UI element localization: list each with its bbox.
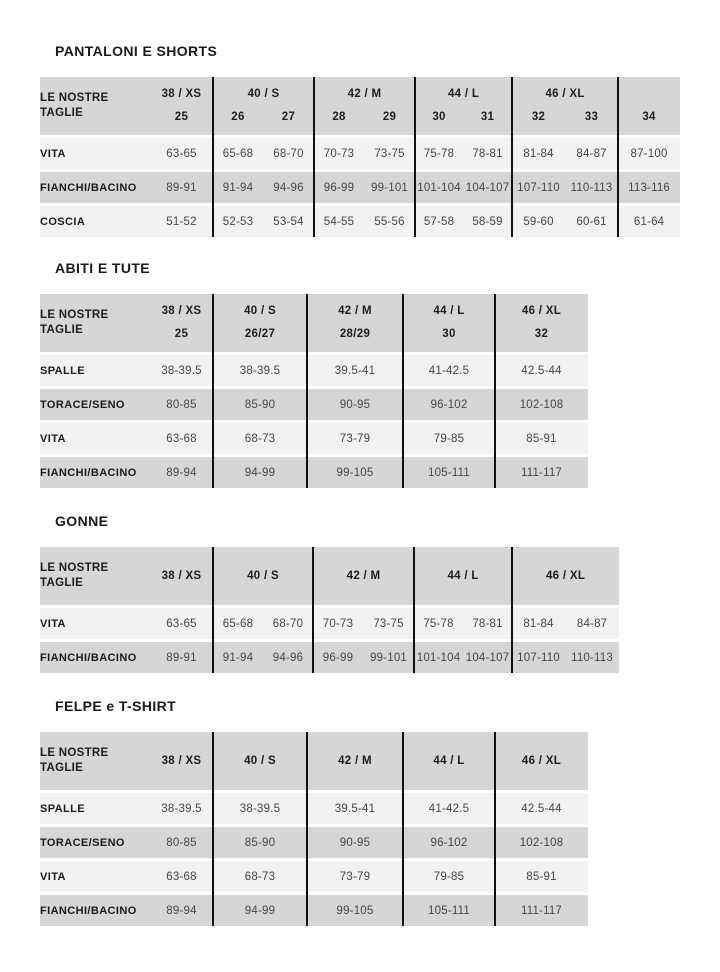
size-chart-table xyxy=(40,294,588,488)
measure-value-cell: 99-105 xyxy=(307,892,403,926)
size-number-header: 32 xyxy=(512,111,565,135)
size-group-header: 44 / L xyxy=(415,77,512,111)
measure-value-cell: 84-87 xyxy=(565,135,618,169)
measure-value-cell: 38-39.5 xyxy=(150,352,213,386)
measure-value-cell: 70-73 xyxy=(313,605,363,639)
measure-value-cell: 96-102 xyxy=(403,824,495,858)
measure-value-cell: 39.5-41 xyxy=(307,352,403,386)
measure-value-cell: 111-117 xyxy=(495,454,588,488)
measure-value-cell: 38-39.5 xyxy=(213,790,307,824)
size-group-header xyxy=(618,77,680,111)
measure-value-cell: 61-64 xyxy=(618,203,680,237)
measure-value-cell: 54-55 xyxy=(314,203,364,237)
size-group-header: 42 / M xyxy=(307,732,403,790)
section-abiti-e-tute xyxy=(40,261,720,488)
size-number-header: 25 xyxy=(150,328,213,352)
size-group-header: 44 / L xyxy=(403,732,495,790)
size-chart-table xyxy=(40,547,619,673)
measure-value-cell: 68-70 xyxy=(263,135,314,169)
size-table-gonne xyxy=(40,547,619,673)
size-chart-table xyxy=(40,77,680,237)
measure-label-cell: VITA xyxy=(40,605,150,639)
measure-value-cell: 89-94 xyxy=(150,892,213,926)
measure-label-cell: TORACE/SENO xyxy=(40,386,150,420)
measure-value-cell: 101-104 xyxy=(415,169,463,203)
table-row xyxy=(40,858,588,892)
measure-value-cell: 102-108 xyxy=(495,824,588,858)
column-divider-line xyxy=(402,732,404,926)
size-number-header: 31 xyxy=(463,111,512,135)
table-row xyxy=(40,135,680,169)
measure-value-cell: 63-68 xyxy=(150,858,213,892)
measure-value-cell: 42.5-44 xyxy=(495,790,588,824)
measure-value-cell: 79-85 xyxy=(403,858,495,892)
corner-label-cell: LE NOSTRE TAGLIE xyxy=(40,77,150,135)
size-group-header: 40 / S xyxy=(213,77,314,111)
measure-value-cell: 113-116 xyxy=(618,169,680,203)
corner-label-cell: LE NOSTRE TAGLIE xyxy=(40,732,150,790)
measure-value-cell: 94-96 xyxy=(263,639,313,673)
measure-label-cell: SPALLE xyxy=(40,352,150,386)
measure-value-cell: 51-52 xyxy=(150,203,213,237)
measure-value-cell: 96-99 xyxy=(313,639,363,673)
size-group-header: 42 / M xyxy=(307,294,403,328)
size-group-header: 44 / L xyxy=(403,294,495,328)
measure-value-cell: 105-111 xyxy=(403,892,495,926)
column-divider-line xyxy=(212,732,214,926)
column-divider-line xyxy=(494,294,496,488)
table-row xyxy=(40,454,588,488)
measure-label-cell: VITA xyxy=(40,135,150,169)
measure-value-cell: 81-84 xyxy=(512,135,565,169)
measure-label-cell: VITA xyxy=(40,858,150,892)
measure-value-cell: 60-61 xyxy=(565,203,618,237)
measure-label-cell: FIANCHI/BACINO xyxy=(40,169,150,203)
measure-value-cell: 99-105 xyxy=(307,454,403,488)
size-group-header: 38 / XS xyxy=(150,77,213,111)
size-number-header: 28/29 xyxy=(307,328,403,352)
measure-value-cell: 68-70 xyxy=(263,605,313,639)
table-row xyxy=(40,892,588,926)
column-divider-line xyxy=(511,547,513,673)
size-table-pantaloni-e-shorts xyxy=(40,77,680,237)
measure-value-cell: 65-68 xyxy=(213,605,263,639)
measure-value-cell: 111-117 xyxy=(495,892,588,926)
measure-value-cell: 102-108 xyxy=(495,386,588,420)
column-divider-line xyxy=(212,547,214,673)
measure-value-cell: 110-113 xyxy=(565,639,619,673)
column-divider-line xyxy=(494,732,496,926)
measure-value-cell: 91-94 xyxy=(213,169,263,203)
section-title-gonne: GONNE xyxy=(55,513,109,529)
measure-value-cell: 38-39.5 xyxy=(213,352,307,386)
measure-value-cell: 80-85 xyxy=(150,824,213,858)
size-group-header: 38 / XS xyxy=(150,547,213,605)
measure-value-cell: 94-96 xyxy=(263,169,314,203)
measure-value-cell: 101-104 xyxy=(414,639,463,673)
measure-value-cell: 52-53 xyxy=(213,203,263,237)
size-table-abiti-e-tute xyxy=(40,294,588,488)
measure-value-cell: 73-79 xyxy=(307,858,403,892)
measure-value-cell: 87-100 xyxy=(618,135,680,169)
measure-value-cell: 81-84 xyxy=(512,605,565,639)
column-divider-line xyxy=(414,77,416,237)
table-row xyxy=(40,386,588,420)
measure-value-cell: 73-79 xyxy=(307,420,403,454)
measure-value-cell: 85-91 xyxy=(495,858,588,892)
size-group-header: 46 / XL xyxy=(495,294,588,328)
size-number-header: 34 xyxy=(618,111,680,135)
size-table-felpe-e-t-shirt xyxy=(40,732,588,926)
measure-value-cell: 85-91 xyxy=(495,420,588,454)
measure-label-cell: FIANCHI/BACINO xyxy=(40,454,150,488)
measure-value-cell: 68-73 xyxy=(213,858,307,892)
table-row xyxy=(40,605,619,639)
column-divider-line xyxy=(617,77,619,237)
section-title-abiti-e-tute: ABITI E TUTE xyxy=(55,260,151,276)
measure-value-cell: 85-90 xyxy=(213,386,307,420)
measure-value-cell: 63-68 xyxy=(150,420,213,454)
section-title-pantaloni-e-shorts: PANTALONI E SHORTS xyxy=(55,43,218,59)
size-number-header: 27 xyxy=(263,111,314,135)
measure-value-cell: 107-110 xyxy=(512,639,565,673)
corner-label-cell: LE NOSTRE TAGLIE xyxy=(40,294,150,352)
measure-value-cell: 91-94 xyxy=(213,639,263,673)
section-felpe-e-t-shirt xyxy=(40,699,720,926)
measure-label-cell: TORACE/SENO xyxy=(40,824,150,858)
column-divider-line xyxy=(511,77,513,237)
measure-value-cell: 57-58 xyxy=(415,203,463,237)
measure-value-cell: 99-101 xyxy=(364,169,415,203)
measure-value-cell: 78-81 xyxy=(463,605,512,639)
corner-label-cell: LE NOSTRE TAGLIE xyxy=(40,547,150,605)
measure-value-cell: 89-91 xyxy=(150,639,213,673)
measure-value-cell: 104-107 xyxy=(463,169,512,203)
measure-value-cell: 96-99 xyxy=(314,169,364,203)
table-row xyxy=(40,824,588,858)
measure-value-cell: 78-81 xyxy=(463,135,512,169)
measure-value-cell: 53-54 xyxy=(263,203,314,237)
section-pantaloni-e-shorts xyxy=(40,44,720,237)
measure-value-cell: 73-75 xyxy=(364,135,415,169)
measure-value-cell: 84-87 xyxy=(565,605,619,639)
table-row xyxy=(40,203,680,237)
measure-value-cell: 105-111 xyxy=(403,454,495,488)
measure-value-cell: 110-113 xyxy=(565,169,618,203)
size-group-header: 46 / XL xyxy=(512,77,618,111)
size-number-header: 26/27 xyxy=(213,328,307,352)
measure-label-cell: FIANCHI/BACINO xyxy=(40,892,150,926)
size-number-header: 30 xyxy=(415,111,463,135)
size-chart-table xyxy=(40,732,588,926)
measure-value-cell: 73-75 xyxy=(363,605,414,639)
measure-value-cell: 59-60 xyxy=(512,203,565,237)
column-divider-line xyxy=(312,547,314,673)
column-divider-line xyxy=(306,732,308,926)
size-number-header: 32 xyxy=(495,328,588,352)
measure-label-cell: VITA xyxy=(40,420,150,454)
measure-value-cell: 39.5-41 xyxy=(307,790,403,824)
size-group-header: 42 / M xyxy=(313,547,414,605)
table-row xyxy=(40,420,588,454)
measure-value-cell: 63-65 xyxy=(150,605,213,639)
measure-value-cell: 79-85 xyxy=(403,420,495,454)
measure-value-cell: 96-102 xyxy=(403,386,495,420)
measure-value-cell: 55-56 xyxy=(364,203,415,237)
measure-value-cell: 38-39.5 xyxy=(150,790,213,824)
measure-value-cell: 85-90 xyxy=(213,824,307,858)
measure-value-cell: 41-42.5 xyxy=(403,790,495,824)
column-divider-line xyxy=(306,294,308,488)
size-group-header: 40 / S xyxy=(213,294,307,328)
table-row xyxy=(40,352,588,386)
measure-value-cell: 42.5-44 xyxy=(495,352,588,386)
measure-value-cell: 99-101 xyxy=(363,639,414,673)
size-group-header: 40 / S xyxy=(213,732,307,790)
measure-label-cell: SPALLE xyxy=(40,790,150,824)
size-number-header: 29 xyxy=(364,111,415,135)
size-number-header: 25 xyxy=(150,111,213,135)
size-number-header: 33 xyxy=(565,111,618,135)
section-gonne xyxy=(40,514,720,673)
measure-value-cell: 107-110 xyxy=(512,169,565,203)
measure-value-cell: 89-91 xyxy=(150,169,213,203)
size-group-header: 38 / XS xyxy=(150,732,213,790)
measure-value-cell: 41-42.5 xyxy=(403,352,495,386)
measure-value-cell: 70-73 xyxy=(314,135,364,169)
measure-value-cell: 90-95 xyxy=(307,824,403,858)
measure-value-cell: 80-85 xyxy=(150,386,213,420)
measure-value-cell: 68-73 xyxy=(213,420,307,454)
size-group-header: 44 / L xyxy=(414,547,512,605)
measure-value-cell: 75-78 xyxy=(414,605,463,639)
size-number-header: 30 xyxy=(403,328,495,352)
measure-value-cell: 89-94 xyxy=(150,454,213,488)
size-group-header: 42 / M xyxy=(314,77,415,111)
column-divider-line xyxy=(313,77,315,237)
size-number-header: 26 xyxy=(213,111,263,135)
measure-value-cell: 104-107 xyxy=(463,639,512,673)
size-group-header: 40 / S xyxy=(213,547,313,605)
table-row xyxy=(40,790,588,824)
column-divider-line xyxy=(413,547,415,673)
measure-value-cell: 94-99 xyxy=(213,892,307,926)
measure-value-cell: 58-59 xyxy=(463,203,512,237)
size-group-header: 38 / XS xyxy=(150,294,213,328)
column-divider-line xyxy=(212,77,214,237)
measure-label-cell: COSCIA xyxy=(40,203,150,237)
size-group-header: 46 / XL xyxy=(512,547,619,605)
table-row xyxy=(40,639,619,673)
measure-value-cell: 75-78 xyxy=(415,135,463,169)
measure-value-cell: 63-65 xyxy=(150,135,213,169)
column-divider-line xyxy=(212,294,214,488)
table-row xyxy=(40,169,680,203)
measure-value-cell: 65-68 xyxy=(213,135,263,169)
size-group-header: 46 / XL xyxy=(495,732,588,790)
column-divider-line xyxy=(402,294,404,488)
measure-label-cell: FIANCHI/BACINO xyxy=(40,639,150,673)
section-title-felpe-e-t-shirt: FELPE e T-SHIRT xyxy=(55,698,177,714)
measure-value-cell: 90-95 xyxy=(307,386,403,420)
size-number-header: 28 xyxy=(314,111,364,135)
measure-value-cell: 94-99 xyxy=(213,454,307,488)
